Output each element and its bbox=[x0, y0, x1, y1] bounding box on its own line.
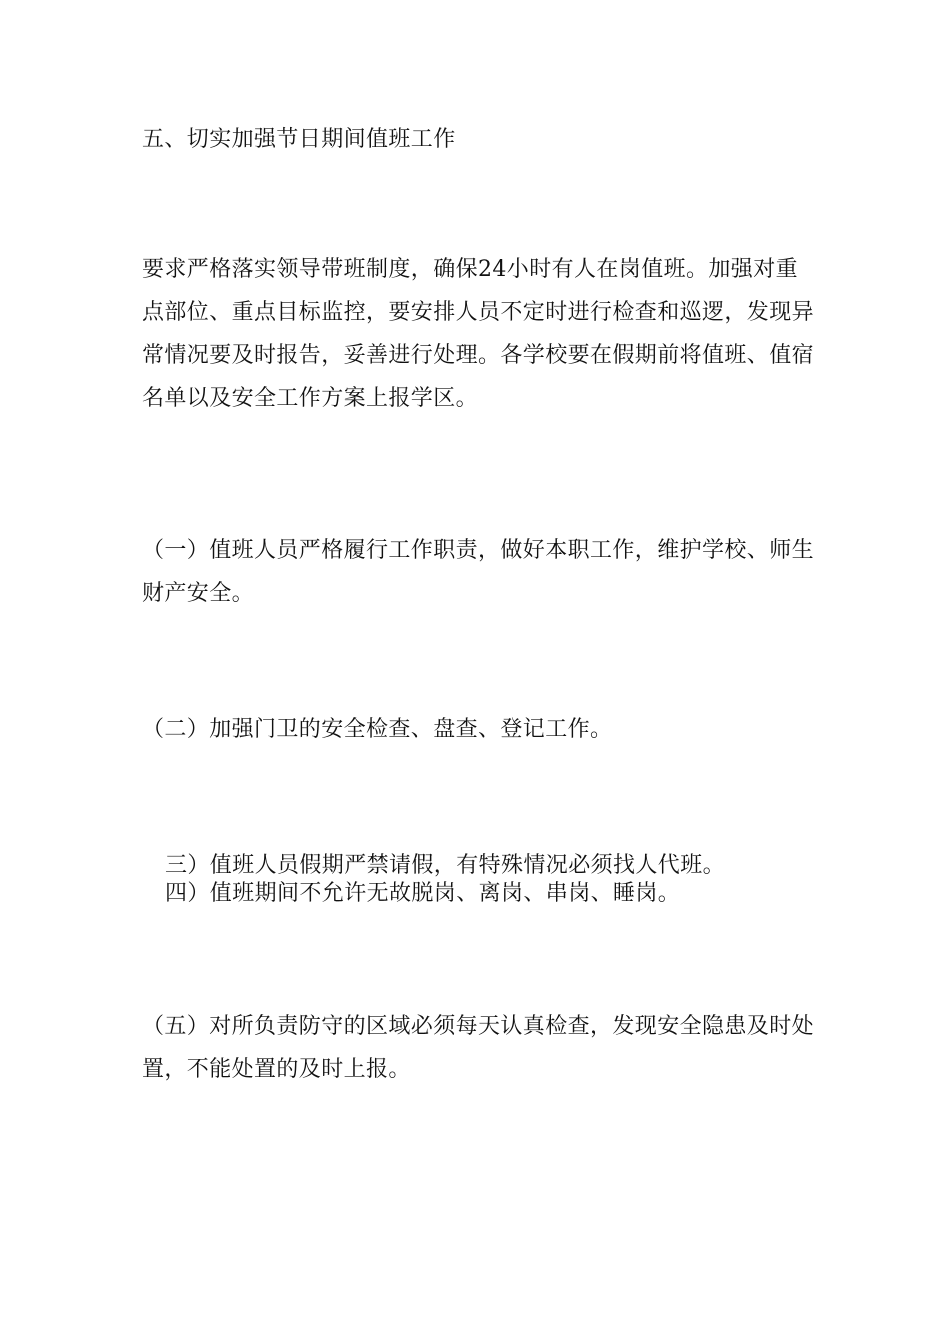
item-two-line: （二）加强门卫的安全检查、盘查、登记工作。 bbox=[142, 717, 613, 742]
item-five-line: 置，不能处置的及时上报。 bbox=[142, 1057, 411, 1082]
intro-line: 名单以及安全工作方案上报学区。 bbox=[142, 386, 479, 411]
item-three-line: 三）值班人员假期严禁请假，有特殊情况必须找人代班。 bbox=[165, 853, 726, 878]
intro-line: 常情况要及时报告，妥善进行处理。各学校要在假期前将值班、值宿 bbox=[142, 343, 815, 368]
section-heading bbox=[142, 118, 814, 161]
item-one-line: （一）值班人员严格履行工作职责，做好本职工作，维护学校、师生 bbox=[142, 538, 815, 563]
intro-paragraph bbox=[142, 248, 814, 420]
intro-line: 要求严格落实领导带班制度，确保24小时有人在岗值班。加强对重 bbox=[142, 257, 798, 282]
item-one-line: 财产安全。 bbox=[142, 581, 255, 606]
item-one-paragraph bbox=[142, 529, 814, 615]
item-four-line: 四）值班期间不允许无故脱岗、离岗、串岗、睡岗。 bbox=[165, 881, 681, 906]
section-heading-text: 五、切实加强节日期间值班工作 bbox=[142, 127, 456, 152]
item-five-paragraph bbox=[142, 1005, 814, 1091]
item-two-paragraph bbox=[142, 708, 814, 751]
item-five-line: （五）对所负责防守的区域必须每天认真检查，发现安全隐患及时处 bbox=[142, 1014, 815, 1039]
intro-line: 点部位、重点目标监控，要安排人员不定时进行检查和巡逻，发现异 bbox=[142, 300, 815, 325]
